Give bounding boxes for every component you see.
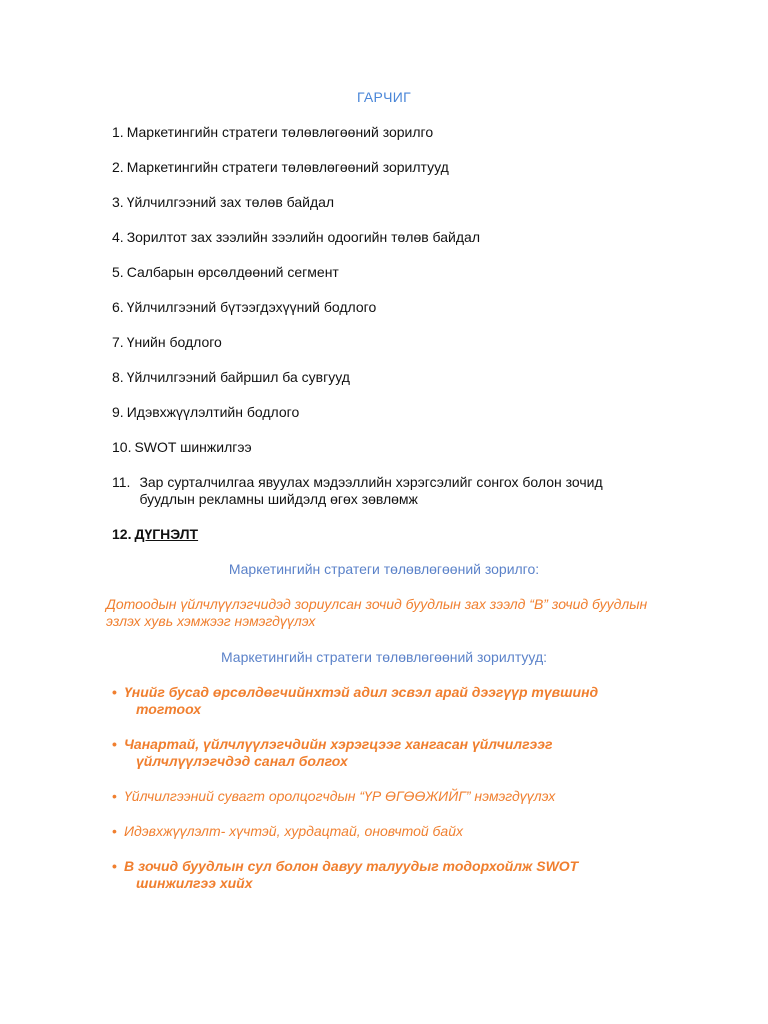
bullet-icon: • xyxy=(112,684,117,700)
toc-item-text: Үйлчилгээний байршил ба сувгууд xyxy=(126,369,350,385)
toc-item-text: Үнийн бодлого xyxy=(126,334,222,350)
toc-item-number: 4. xyxy=(112,229,124,245)
toc-item-number: 1. xyxy=(112,124,124,140)
toc-item-text: Үйлчилгээний зах төлөв байдал xyxy=(126,194,335,210)
toc-item xyxy=(112,299,652,316)
toc-item xyxy=(112,369,652,386)
list-item-line: тогтоох xyxy=(136,701,202,717)
list-item-line: Чанартай, үйлчлүүлэгчдийн хэрэгцээг хангасан үйлчилгээг xyxy=(124,736,553,752)
toc-item-number: 3. xyxy=(112,194,124,210)
toc-item-number: 6. xyxy=(112,299,124,315)
toc-item-text: Маркетингийн стратеги төлөвлөгөөний зорилго xyxy=(126,124,434,140)
toc-item xyxy=(112,159,652,176)
toc-item-number: 10. xyxy=(112,439,132,455)
toc-item xyxy=(112,229,652,246)
list-item xyxy=(112,684,642,718)
list-item-text xyxy=(124,788,642,805)
toc-item-number: 9. xyxy=(112,404,124,420)
toc-item-text: Зар сурталчилгаа явуулах мэдээллийн хэрэгсэлийг сонгох болон зочид буудлын рекламны шийдэлд өгөх зөвлөмж xyxy=(139,474,603,507)
toc-item-number: 5. xyxy=(112,264,124,280)
toc-item-text: Үйлчилгээний бүтээгдэхүүний бодлого xyxy=(126,299,377,315)
objectives-list xyxy=(112,684,642,910)
list-item-text xyxy=(124,858,642,892)
list-item xyxy=(112,736,642,770)
toc-item-number: 11. xyxy=(112,474,131,490)
list-item-line: Үйлчилгээний сувагт оролцогчдын “ҮР ӨГӨӨЖИЙГ” нэмэгдүүлэх xyxy=(124,788,556,804)
toc-item xyxy=(112,474,652,508)
list-item-line: Үнийг бусад өрсөлдөгчийнхтэй адил эсвэл арай дээгүүр түвшинд xyxy=(124,684,599,700)
list-item-line: шинжилгээ хийх xyxy=(136,875,253,891)
toc-item-text: Маркетингийн стратеги төлөвлөгөөний зорилтууд xyxy=(126,159,449,175)
list-item-line: В зочид буудлын сул болон давуу талуудыг тодорхойлж SWOT xyxy=(124,858,579,874)
list-item-text xyxy=(124,823,642,840)
toc-item xyxy=(112,334,652,351)
toc-item-number: 12. xyxy=(112,526,132,542)
list-item xyxy=(112,858,642,892)
toc-item xyxy=(112,124,652,141)
toc-item-text: Салбарын өрсөлдөөний сегмент xyxy=(126,264,339,280)
toc-item xyxy=(112,439,652,456)
toc-item xyxy=(112,404,652,421)
bullet-icon: • xyxy=(112,736,117,752)
toc-item-number: 8. xyxy=(112,369,124,385)
section-heading-objectives: Маркетингийн стратеги төлөвлөгөөний зорилтууд: xyxy=(220,649,547,665)
page-title: ГАРЧИГ xyxy=(356,89,412,105)
bullet-icon: • xyxy=(112,858,117,874)
toc-item-number: 7. xyxy=(112,334,124,350)
toc-item xyxy=(112,264,652,281)
section-heading-goal: Маркетингийн стратеги төлөвлөгөөний зорилго: xyxy=(228,561,540,577)
list-item xyxy=(112,788,642,805)
toc-item-text: ДҮГНЭЛТ xyxy=(134,526,199,542)
toc-item-text: SWOT шинжилгээ xyxy=(134,439,252,455)
list-item-line: Идэвхжүүлэлт- хүчтэй, хурдацтай, оновчтой байх xyxy=(124,823,463,839)
toc-item xyxy=(112,194,652,211)
bullet-icon: • xyxy=(112,788,117,804)
toc-item-text: Идэвхжүүлэлтийн бодлого xyxy=(126,404,300,420)
toc-item-text: Зорилтот зах зээлийн зээлийн одоогийн төлөв байдал xyxy=(126,229,480,245)
table-of-contents xyxy=(112,124,652,561)
list-item-line: үйлчлүүлэгчдэд санал болгох xyxy=(136,753,348,769)
list-item-text xyxy=(124,684,642,718)
list-item xyxy=(112,823,642,840)
toc-item-conclusion xyxy=(112,526,652,543)
list-item-text xyxy=(124,736,642,770)
toc-item-number: 2. xyxy=(112,159,124,175)
bullet-icon: • xyxy=(112,823,117,839)
goal-paragraph: Дотоодын үйлчлүүлэгчидэд зориулсан зочид буудлын зах зээлд “В” зочид буудлын эзлэх хувь хэмжээг нэмэгдүүлэх xyxy=(106,596,648,629)
